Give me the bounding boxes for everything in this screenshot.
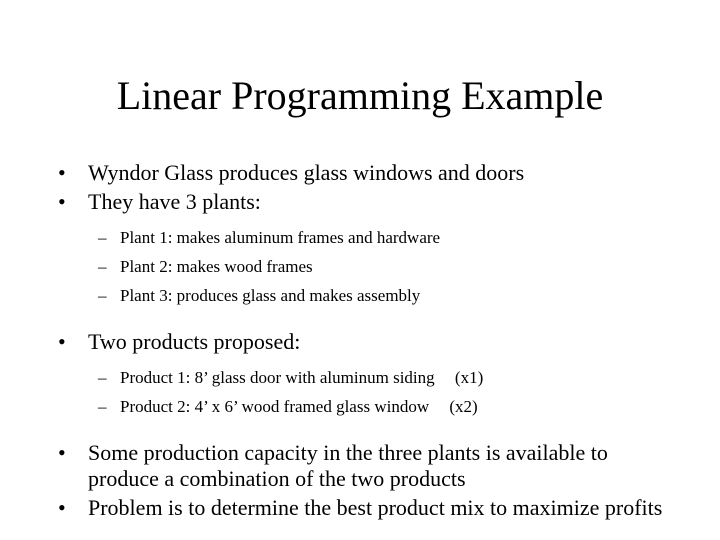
- bullet-text: Two products proposed:: [88, 329, 301, 354]
- variable-label: (x1): [454, 368, 484, 387]
- bullet-item: [58, 189, 678, 215]
- bullet-item: [58, 329, 678, 355]
- sub-bullet-item: [58, 286, 678, 306]
- sub-bullet-text: Plant 1: makes aluminum frames and hardware: [120, 228, 441, 247]
- dash-icon: –: [98, 257, 107, 276]
- dash-icon: –: [98, 368, 107, 387]
- sub-bullet-text: Product 1: 8’ glass door with aluminum siding: [120, 368, 435, 387]
- bullet-icon: •: [58, 189, 66, 214]
- bullet-icon: •: [58, 160, 66, 185]
- bullet-icon: •: [58, 440, 66, 465]
- sub-bullet-item: [58, 397, 678, 417]
- bullet-text: Some production capacity in the three plants is available to produce a combination of the two products: [88, 440, 608, 491]
- sub-bullet-item: [58, 257, 678, 277]
- slide-title: Linear Programming Example: [116, 73, 604, 118]
- bullet-item: [58, 495, 678, 521]
- bullet-text: They have 3 plants:: [88, 189, 261, 214]
- slide-body: [58, 160, 678, 524]
- bullet-item: [58, 440, 678, 492]
- sub-bullet-text: Plant 3: produces glass and makes assembly: [120, 286, 421, 305]
- sub-bullet-text: Plant 2: makes wood frames: [120, 257, 313, 276]
- variable-label: (x2): [449, 397, 478, 416]
- dash-icon: –: [98, 286, 107, 305]
- sub-bullet-item: [58, 228, 678, 248]
- sub-bullet-item: [58, 368, 678, 388]
- bullet-text: Wyndor Glass produces glass windows and doors: [88, 160, 525, 185]
- bullet-icon: •: [58, 495, 66, 520]
- bullet-text: Problem is to determine the best product mix to maximize profits: [88, 495, 663, 520]
- bullet-icon: •: [58, 329, 66, 354]
- dash-icon: –: [98, 397, 107, 416]
- sub-bullet-text: Product 2: 4’ x 6’ wood framed glass window: [120, 397, 430, 416]
- bullet-item: [58, 160, 678, 186]
- dash-icon: –: [98, 228, 107, 247]
